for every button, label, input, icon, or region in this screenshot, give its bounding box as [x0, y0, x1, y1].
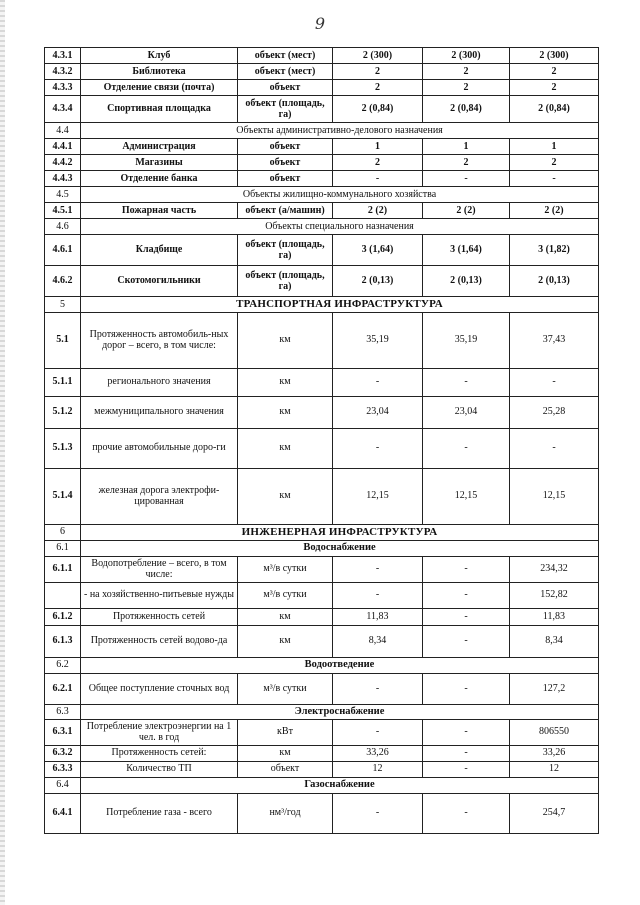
row-value-3: 2 (300): [510, 48, 599, 64]
row-name: Потребление газа - всего: [81, 793, 238, 833]
section-row: [45, 657, 599, 673]
row-unit: км: [238, 745, 333, 761]
row-name: Протяженность сетей:: [81, 745, 238, 761]
row-value-2: -: [423, 673, 510, 704]
row-value-2: 2 (0,13): [423, 266, 510, 297]
table-row: [45, 761, 599, 777]
row-unit: км: [238, 312, 333, 368]
row-code: 4.3.1: [45, 48, 81, 64]
section-title: ТРАНСПОРТНАЯ ИНФРАСТРУКТУРА: [81, 297, 599, 313]
row-code: 4.6.1: [45, 235, 81, 266]
row-unit: км: [238, 368, 333, 396]
table-row: [45, 745, 599, 761]
table-row: [45, 64, 599, 80]
section-code: 4.4: [45, 123, 81, 139]
row-name: Пожарная часть: [81, 203, 238, 219]
row-unit: объект: [238, 761, 333, 777]
row-unit: объект (площадь, га): [238, 96, 333, 123]
row-code: 5.1.2: [45, 396, 81, 428]
row-unit: км: [238, 428, 333, 468]
row-unit: объект (площадь, га): [238, 266, 333, 297]
table-row: [45, 368, 599, 396]
row-value-3: 2 (2): [510, 203, 599, 219]
row-value-1: 2 (0,13): [333, 266, 423, 297]
row-value-2: -: [423, 625, 510, 657]
table-row: [45, 719, 599, 745]
section-row: [45, 777, 599, 793]
row-name: Клуб: [81, 48, 238, 64]
row-value-2: -: [423, 761, 510, 777]
table-row: [45, 235, 599, 266]
row-unit: объект (мест): [238, 48, 333, 64]
row-value-1: 35,19: [333, 312, 423, 368]
row-name: Скотомогильники: [81, 266, 238, 297]
table-row: [45, 468, 599, 524]
row-value-1: 8,34: [333, 625, 423, 657]
row-unit: объект: [238, 80, 333, 96]
row-name: Протяженность сетей: [81, 608, 238, 625]
row-value-1: -: [333, 368, 423, 396]
row-name: Потребление электроэнергии на 1 чел. в год: [81, 719, 238, 745]
section-code: 6: [45, 524, 81, 540]
section-title: Газоснабжение: [81, 777, 599, 793]
row-value-3: 12: [510, 761, 599, 777]
row-code: 5.1.3: [45, 428, 81, 468]
section-title: Водоотведение: [81, 657, 599, 673]
row-value-1: 2 (0,84): [333, 96, 423, 123]
row-value-3: 3 (1,82): [510, 235, 599, 266]
row-value-1: -: [333, 428, 423, 468]
section-row: [45, 540, 599, 556]
table-row: [45, 556, 599, 582]
section-code: 5: [45, 297, 81, 313]
row-unit: кВт: [238, 719, 333, 745]
row-value-3: 2: [510, 80, 599, 96]
section-title: Объекты жилищно-коммунального хозяйства: [81, 187, 599, 203]
row-value-3: 2 (0,13): [510, 266, 599, 297]
row-value-1: -: [333, 582, 423, 608]
row-value-2: 3 (1,64): [423, 235, 510, 266]
row-name: прочие автомобильные доро-ги: [81, 428, 238, 468]
row-value-3: -: [510, 171, 599, 187]
table-row: [45, 673, 599, 704]
row-value-1: 2 (300): [333, 48, 423, 64]
section-title: ИНЖЕНЕРНАЯ ИНФРАСТРУКТУРА: [81, 524, 599, 540]
section-row: [45, 219, 599, 235]
row-unit: км: [238, 468, 333, 524]
row-value-1: 33,26: [333, 745, 423, 761]
row-unit: км: [238, 396, 333, 428]
row-name: Общее поступление сточных вод: [81, 673, 238, 704]
row-value-3: 806550: [510, 719, 599, 745]
row-value-3: -: [510, 428, 599, 468]
row-unit: объект: [238, 139, 333, 155]
row-name: Спортивная площадка: [81, 96, 238, 123]
row-unit: нм³/год: [238, 793, 333, 833]
row-unit: км: [238, 625, 333, 657]
section-code: 4.5: [45, 187, 81, 203]
row-name: - на хозяйственно-питьевые нужды: [81, 582, 238, 608]
row-value-3: 8,34: [510, 625, 599, 657]
row-value-3: 152,82: [510, 582, 599, 608]
table-row: [45, 48, 599, 64]
row-value-2: -: [423, 745, 510, 761]
row-code: 6.3.3: [45, 761, 81, 777]
row-value-2: -: [423, 428, 510, 468]
row-value-1: 2: [333, 80, 423, 96]
row-value-2: -: [423, 171, 510, 187]
section-code: 6.1: [45, 540, 81, 556]
row-code: 5.1: [45, 312, 81, 368]
row-unit: м³/в сутки: [238, 556, 333, 582]
scan-edge: [0, 0, 5, 905]
row-value-2: 2: [423, 155, 510, 171]
row-unit: объект (мест): [238, 64, 333, 80]
row-value-3: 127,2: [510, 673, 599, 704]
table-row: [45, 80, 599, 96]
row-code: 4.3.2: [45, 64, 81, 80]
row-name: Администрация: [81, 139, 238, 155]
row-unit: км: [238, 608, 333, 625]
table-row: [45, 266, 599, 297]
section-code: 4.6: [45, 219, 81, 235]
row-name: регионального значения: [81, 368, 238, 396]
row-name: межмуниципального значения: [81, 396, 238, 428]
row-value-3: 33,26: [510, 745, 599, 761]
row-unit: объект (а/машин): [238, 203, 333, 219]
row-value-2: 1: [423, 139, 510, 155]
row-name: Протяженность автомобиль-ных дорог – всего, в том числе:: [81, 312, 238, 368]
row-value-2: -: [423, 582, 510, 608]
row-value-3: 37,43: [510, 312, 599, 368]
row-value-2: -: [423, 608, 510, 625]
section-row: [45, 123, 599, 139]
table-row: [45, 171, 599, 187]
row-value-2: -: [423, 793, 510, 833]
table-row: [45, 155, 599, 171]
row-value-1: -: [333, 556, 423, 582]
row-value-3: 25,28: [510, 396, 599, 428]
row-value-1: 2: [333, 155, 423, 171]
row-name: Кладбище: [81, 235, 238, 266]
row-name: Магазины: [81, 155, 238, 171]
row-name: Количество ТП: [81, 761, 238, 777]
row-value-3: 11,83: [510, 608, 599, 625]
row-value-2: 35,19: [423, 312, 510, 368]
row-name: Отделение банка: [81, 171, 238, 187]
row-code: 4.4.2: [45, 155, 81, 171]
row-value-1: 12,15: [333, 468, 423, 524]
row-code: 4.5.1: [45, 203, 81, 219]
row-value-3: 234,32: [510, 556, 599, 582]
row-value-2: 2 (0,84): [423, 96, 510, 123]
row-value-1: -: [333, 171, 423, 187]
row-value-3: 2 (0,84): [510, 96, 599, 123]
table-row: [45, 582, 599, 608]
row-value-1: 1: [333, 139, 423, 155]
section-row: [45, 704, 599, 719]
row-value-2: 2 (300): [423, 48, 510, 64]
row-value-1: 3 (1,64): [333, 235, 423, 266]
table-row: [45, 312, 599, 368]
table-row: [45, 396, 599, 428]
row-value-1: 23,04: [333, 396, 423, 428]
row-value-1: 2 (2): [333, 203, 423, 219]
indicators-table: [44, 47, 599, 834]
table-row: [45, 793, 599, 833]
section-title: Объекты специального назначения: [81, 219, 599, 235]
row-code: 6.3.1: [45, 719, 81, 745]
table-row: [45, 139, 599, 155]
row-value-1: 12: [333, 761, 423, 777]
row-code: 4.6.2: [45, 266, 81, 297]
row-code: 5.1.1: [45, 368, 81, 396]
section-row: [45, 187, 599, 203]
row-value-2: -: [423, 719, 510, 745]
row-value-2: 12,15: [423, 468, 510, 524]
row-code: 6.1.3: [45, 625, 81, 657]
row-value-2: 2: [423, 64, 510, 80]
section-code: 6.2: [45, 657, 81, 673]
row-unit: объект: [238, 155, 333, 171]
row-code: 4.4.3: [45, 171, 81, 187]
section-title: Водоснабжение: [81, 540, 599, 556]
row-name: Протяженность сетей водово-да: [81, 625, 238, 657]
row-unit: объект (площадь, га): [238, 235, 333, 266]
row-unit: объект: [238, 171, 333, 187]
section-row: [45, 297, 599, 313]
row-unit: м³/в сутки: [238, 673, 333, 704]
row-value-2: -: [423, 368, 510, 396]
row-value-1: 2: [333, 64, 423, 80]
row-value-3: 2: [510, 64, 599, 80]
table-row: [45, 428, 599, 468]
row-value-2: 23,04: [423, 396, 510, 428]
row-value-1: -: [333, 673, 423, 704]
row-value-3: 12,15: [510, 468, 599, 524]
table-row: [45, 96, 599, 123]
row-value-1: -: [333, 793, 423, 833]
row-code: 4.4.1: [45, 139, 81, 155]
row-value-1: 11,83: [333, 608, 423, 625]
row-value-2: 2 (2): [423, 203, 510, 219]
section-title: Объекты административно-делового назначения: [81, 123, 599, 139]
row-code: 5.1.4: [45, 468, 81, 524]
page-number: 9: [314, 14, 326, 33]
row-code: [45, 582, 81, 608]
row-name: Библиотека: [81, 64, 238, 80]
section-row: [45, 524, 599, 540]
row-code: 6.4.1: [45, 793, 81, 833]
row-code: 4.3.3: [45, 80, 81, 96]
row-value-2: 2: [423, 80, 510, 96]
row-value-3: 254,7: [510, 793, 599, 833]
table-row: [45, 608, 599, 625]
row-name: Отделение связи (почта): [81, 80, 238, 96]
row-code: 6.2.1: [45, 673, 81, 704]
row-value-3: -: [510, 368, 599, 396]
row-unit: м³/в сутки: [238, 582, 333, 608]
row-value-3: 1: [510, 139, 599, 155]
row-value-1: -: [333, 719, 423, 745]
section-code: 6.3: [45, 704, 81, 719]
row-code: 4.3.4: [45, 96, 81, 123]
row-name: железная дорога электрофи-цированная: [81, 468, 238, 524]
table-row: [45, 203, 599, 219]
row-name: Водопотребление – всего, в том числе:: [81, 556, 238, 582]
section-title: Электроснабжение: [81, 704, 599, 719]
row-code: 6.1.1: [45, 556, 81, 582]
table-row: [45, 625, 599, 657]
row-value-3: 2: [510, 155, 599, 171]
section-code: 6.4: [45, 777, 81, 793]
row-code: 6.3.2: [45, 745, 81, 761]
row-code: 6.1.2: [45, 608, 81, 625]
row-value-2: -: [423, 556, 510, 582]
